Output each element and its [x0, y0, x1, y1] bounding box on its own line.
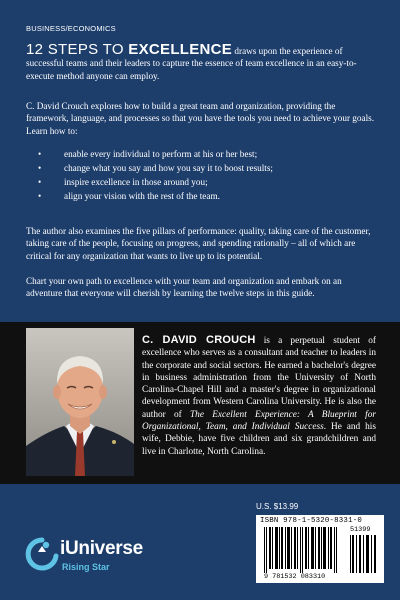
- author-bio: [142, 334, 376, 458]
- intro-paragraph: [26, 41, 378, 82]
- isbn-number: ISBN 978-1-5320-8331-0: [260, 517, 362, 525]
- list-item: • align your vision with the rest of the team.: [38, 189, 368, 203]
- author-name: C. DAVID CROUCH: [142, 334, 256, 346]
- barcode-digits: 9 781532 083310: [264, 573, 326, 581]
- author-photo: [26, 328, 134, 476]
- pillars-paragraph: The author also examines the five pillars of performance: quality, taking care of the customer, taking care of the people, focusing on progress, and spending rationally – all of which are critical for any organization that wants to live up to its potential.: [26, 226, 371, 261]
- publisher-logo: [24, 534, 164, 578]
- title-prefix: 12 STEPS TO: [26, 41, 129, 58]
- publisher-tagline: Rising Star: [62, 562, 110, 572]
- publisher-name: iUniverse: [60, 538, 143, 559]
- bio-text: is a perpetual student of excellence who serves as a consultant and teacher to leaders in the corporate and social sectors. He earned a bachelor's degree in business administration from the University of North Carolina-Chapel Hill and a master's degree in organizational development from Western Carolina University. He is also the author of: [142, 336, 376, 420]
- barcode: [256, 515, 384, 583]
- intro-text: draws upon the experience of successful teams and their leaders to capture the essence of team excellence in an easy-to-execute method anyone can employ.: [26, 46, 357, 81]
- price-code: 51399: [350, 526, 371, 534]
- overview-paragraph: C. David Crouch explores how to build a great team and organization, providing the framework, language, and processes so that you have the tools you need to achieve your goals. Learn how to:: [26, 101, 374, 136]
- list-item: • inspire excellence in those around you;: [38, 175, 368, 189]
- closing-paragraph: Chart your own path to excellence with your team and organization and embark on an adventure that everyone will cherish by learning the twelve steps in this guide.: [26, 276, 342, 299]
- category-label: BUSINESS/ECONOMICS: [26, 24, 116, 33]
- star-swoosh-icon: [24, 536, 60, 572]
- list-item: • change what you say and how you say it to boost results;: [38, 161, 368, 175]
- title-bold: EXCELLENCE: [128, 41, 233, 58]
- book-title: [26, 41, 232, 58]
- list-item: • enable every individual to perform at his or her best;: [38, 147, 368, 161]
- benefits-list: [38, 147, 368, 203]
- bio-text-end: . He and his wife, Debbie, have five children and six grandchildren and live in Charlotte, North Carolina.: [142, 422, 376, 457]
- price-label: U.S. $13.99: [256, 502, 299, 511]
- other-book-title: The Excellent Experience: A Blueprint for Organizational, Team, and Individual Success: [142, 409, 376, 433]
- author-bio-section: [0, 322, 400, 484]
